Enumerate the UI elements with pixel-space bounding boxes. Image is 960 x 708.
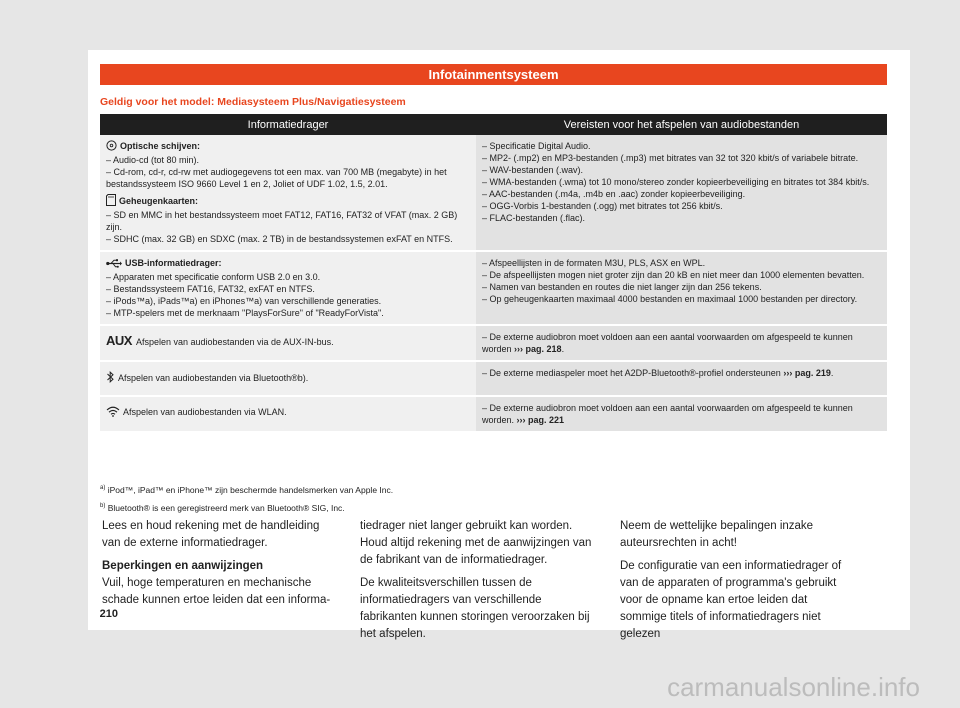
aux-cell — [100, 325, 476, 361]
bluetooth-requirement: – De externe mediaspeler moet het A2DP-Bluetooth®-profiel ondersteunen — [482, 368, 781, 378]
text-column-2 — [360, 518, 595, 649]
usb-cell — [100, 251, 476, 325]
optical-disc-heading: Optische schijven: — [120, 141, 201, 151]
model-subtitle: Geldig voor het model: Mediasysteem Plus/Navigatiesysteem — [100, 96, 406, 108]
aux-requirement: – De externe audiobron moet voldoen aan een aantal voorwaarden om afgespeeld te kunnen worden — [482, 332, 853, 354]
bluetooth-period: . — [830, 368, 834, 378]
wlan-cell — [100, 396, 476, 432]
disc-icon — [106, 140, 117, 154]
body-paragraph: De kwaliteitsverschillen tussen de informatiedragers van verschillende fabrikanten kunnen storingen veroorzaken bij het afspelen. — [360, 577, 590, 640]
body-paragraph: Lees en houd rekening met de handleiding van de externe informatiedrager. — [102, 520, 320, 549]
footnote-a — [100, 480, 887, 498]
wlan-requirements-cell — [476, 396, 887, 432]
format-line: – Specificatie Digital Audio. — [482, 141, 591, 151]
table-row — [100, 361, 887, 396]
playlist-line: – Afspeellijsten in de formaten M3U, PLS, ASX en WPL. — [482, 258, 706, 268]
manual-page — [88, 50, 910, 640]
bluetooth-page-link[interactable]: ››› pag. 219 — [783, 368, 831, 378]
section-header: Infotainmentsysteem — [100, 64, 887, 85]
playlist-line: – Op geheugenkaarten maximaal 4000 bestanden en maximaal 1000 bestanden per directory. — [482, 294, 858, 304]
footnote-b — [100, 498, 887, 516]
usb-heading: USB-informatiedrager: — [125, 258, 222, 268]
format-line: – FLAC-bestanden (.flac). — [482, 213, 586, 223]
memory-card-entry — [106, 194, 470, 245]
wlan-requirement: – De externe audiobron moet voldoen aan een aantal voorwaarden om afgespeeld te kunnen worden. — [482, 403, 853, 425]
footnote-text: iPod™, iPad™ en iPhone™ zijn beschermde handelsmerken van Apple Inc. — [107, 484, 394, 495]
playlists-cell — [476, 251, 887, 325]
memory-card-line: – SD en MMC in het bestandssysteem moet FAT12, FAT16, FAT32 of VFAT (max. 2 GB) zijn. — [106, 210, 458, 232]
wifi-icon — [106, 406, 120, 420]
optical-memory-cell — [100, 135, 476, 251]
footnote-mark: a) — [100, 485, 106, 491]
aux-page-link[interactable]: ››› pag. 218 — [514, 344, 562, 354]
media-requirements-table — [100, 114, 887, 433]
format-line: – OGG-Vorbis 1-bestanden (.ogg) met bitrates tot 256 kbit/s. — [482, 201, 723, 211]
sd-card-icon — [106, 194, 116, 209]
section-heading: Beperkingen en aanwijzingen — [102, 560, 264, 572]
table-header-row — [100, 114, 887, 135]
page-number: 210 — [99, 608, 118, 620]
audio-formats-cell — [476, 135, 887, 251]
table-row — [100, 135, 887, 251]
usb-icon — [106, 259, 122, 271]
aux-period: . — [561, 344, 565, 354]
text-column-1 — [102, 518, 337, 615]
table-row — [100, 325, 887, 361]
format-line: – MP2- (.mp2) en MP3-bestanden (.mp3) met bitrates van 32 tot 320 kbit/s of variabele bitrate. — [482, 153, 859, 163]
playlist-line: – Namen van bestanden en routes die niet langer zijn dan 256 tekens. — [482, 282, 762, 292]
optical-disc-entry — [106, 140, 470, 190]
bluetooth-description: Afspelen van audiobestanden via Bluetooth®b). — [118, 373, 309, 383]
table-row — [100, 396, 887, 432]
usb-line: – iPods™a), iPads™a) en iPhones™a) van verschillende generaties. — [106, 296, 382, 306]
column-header-requirements: Vereisten voor het afspelen van audiobestanden — [476, 114, 887, 135]
aux-icon: AUX — [106, 333, 132, 348]
table-row — [100, 251, 887, 325]
memory-card-line: – SDHC (max. 32 GB) en SDXC (max. 2 TB) in de bestandssystemen exFAT en NTFS. — [106, 234, 453, 244]
memory-card-heading: Geheugenkaarten: — [119, 196, 199, 206]
usb-line: – Bestandssysteem FAT16, FAT32, exFAT en NTFS. — [106, 284, 315, 294]
playlist-line: – De afspeellijsten mogen niet groter zijn dan 20 kB en niet meer dan 1000 elementen bevatten. — [482, 270, 865, 280]
watermark: carmanualsonline.info — [667, 672, 920, 702]
bluetooth-icon — [106, 371, 115, 386]
body-paragraph: Vuil, hoge temperaturen en mechanische schade kunnen ertoe leiden dat een informa- — [102, 577, 331, 606]
text-column-3 — [620, 518, 855, 649]
bluetooth-requirements-cell — [476, 361, 887, 396]
aux-requirements-cell — [476, 325, 887, 361]
format-line: – WMA-bestanden (.wma) tot 10 mono/stereo zonder kopieerbeveiliging en bitrates tot 384 kbit/s. — [482, 177, 870, 187]
wlan-page-link[interactable]: ››› pag. 221 — [516, 415, 565, 425]
body-paragraph: Neem de wettelijke bepalingen inzake auteursrechten in acht! — [620, 520, 814, 549]
body-paragraph: tiedrager niet langer gebruikt kan worden. Houd altijd rekening met de aanwijzingen van de fabrikant van de informatiedrager. — [360, 520, 592, 566]
format-line: – WAV-bestanden (.wav). — [482, 165, 584, 175]
wlan-description: Afspelen van audiobestanden via WLAN. — [123, 407, 287, 417]
footnote-text: Bluetooth® is een geregistreerd merk van Bluetooth® SIG, Inc. — [107, 502, 345, 513]
usb-line: – MTP-spelers met de merknaam "PlaysForSure" of "ReadyForVista". — [106, 308, 384, 318]
format-line: – AAC-bestanden (.m4a, .m4b en .aac) zonder kopieerbeveiliging. — [482, 189, 746, 199]
footnote-mark: b) — [100, 502, 106, 509]
body-paragraph: De configuratie van een informatiedrager of van de apparaten of programma's gebruikt voor de opname kan ertoe leiden dat sommige titels of informatiedragers niet gelezen — [620, 560, 842, 640]
footnotes — [100, 480, 887, 516]
column-header-media: Informatiedrager — [100, 114, 476, 135]
optical-disc-line: – Cd-rom, cd-r, cd-rw met audiogegevens tot een max. van 700 MB (megabyte) in het bestandssysteem ISO 9660 Level 1 en 2, Joliet of UDF 1.02, 1.5, 2.01. — [106, 167, 447, 189]
usb-line: – Apparaten met specificatie conform USB 2.0 en 3.0. — [106, 272, 321, 282]
bluetooth-cell — [100, 361, 476, 396]
optical-disc-line: – Audio-cd (tot 80 min). — [106, 155, 200, 165]
aux-description: Afspelen van audiobestanden via de AUX-IN-bus. — [135, 337, 334, 347]
